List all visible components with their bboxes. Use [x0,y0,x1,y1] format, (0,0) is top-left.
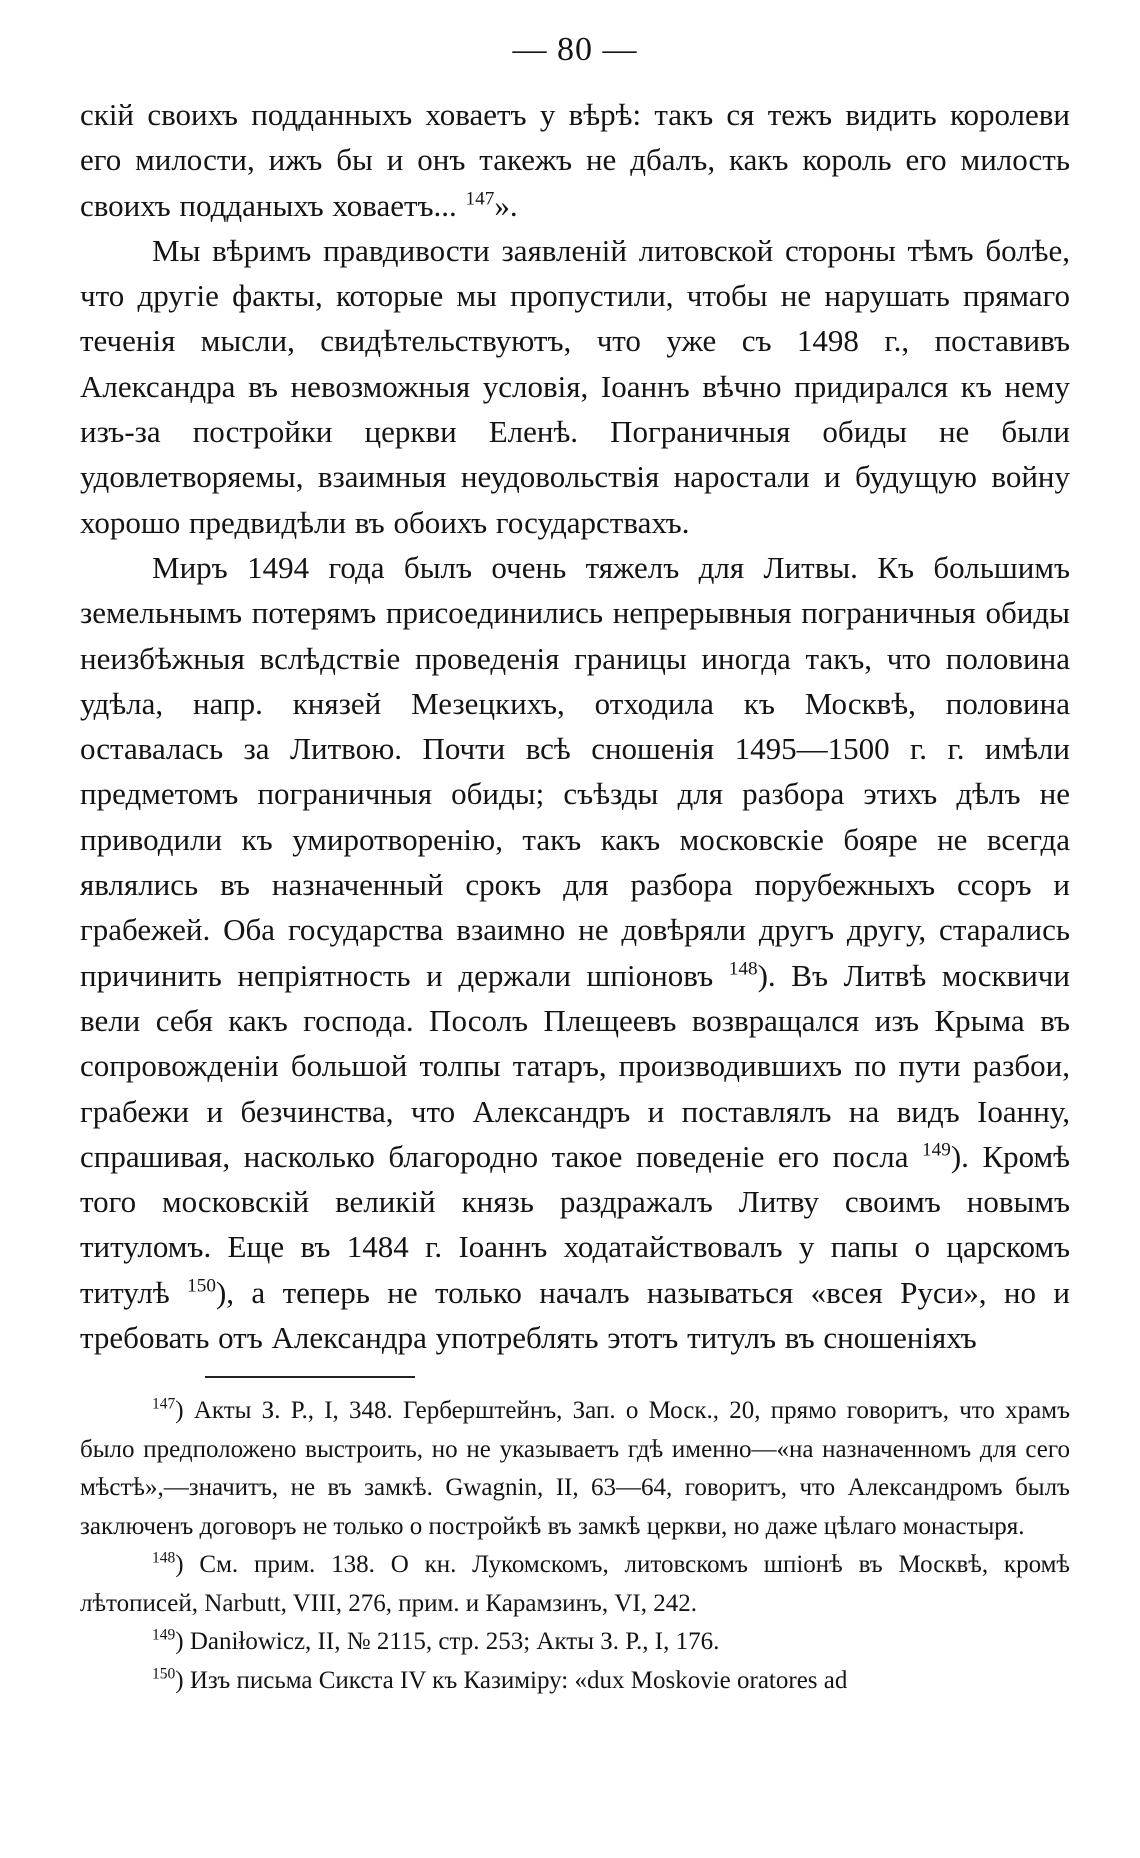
footnote-ref-150: 150 [187,1275,216,1297]
main-text [80,92,1070,1360]
footnote-text: ) Daniłowicz, II, № 2115, стр. 253; Акты З. Р., I, 176. [175,1628,720,1656]
paragraph-text: ). Кромѣ того московскій великій князь раздражалъ Литву своимъ новымъ титуломъ. Еще въ 1484 г. Іоаннъ ходатайствовалъ у папы о царскомъ титулѣ [80,1138,1070,1310]
paragraph-text: ). Въ Литвѣ москвичи вели себя какъ господа. Посолъ Плещеевъ возвращался изъ Крыма въ сопровожденіи большой толпы татаръ, производившихъ по пути разбои, грабежи и безчинства, что Александръ и поставлялъ на видъ Іоанну, спрашивая, насколько благородно такое поведеніе его посла [80,957,1070,1174]
footnote-number: 149 [152,1626,176,1644]
footnote-ref-148: 148 [728,958,758,980]
paragraph-text: Миръ 1494 года былъ очень тяжелъ для Литвы. Къ большимъ земельнымъ потерямъ присоединились непрерывныя пограничныя обиды неизбѣжныя вслѣдствіе проведенія границы иногда такъ, что половина удѣла, напр. князей Мезецкихъ, отходила къ Москвѣ, половина оставалась за Литвою. Почти всѣ сношенія 1495—1500 г. г. имѣли предметомъ пограничныя обиды; съѣзды для разбора этихъ дѣлъ не приводили къ умиротворенію, такъ какъ московскіе бояре не всегда являлись въ назначенный срокъ для разбора порубежныхъ ссоръ и грабежей. Оба государства взаимно не довѣряли другъ другу, старались причинить непріятность и держали шпіоновъ [80,549,1070,993]
footnote-divider [205,1376,415,1378]
paragraph-text: ». [494,187,518,223]
footnote-147 [80,1392,1070,1546]
footnote-ref-147: 147 [465,188,495,210]
footnote-text: ) Акты З. Р., I, 348. Герберштейнъ, Зап. о Моск., 20, прямо говоритъ, что храмъ было предположено выстроить, но не указываетъ гдѣ именно—«на назначенномъ для сего мѣстѣ»,—значитъ, не въ замкѣ. Gwagnin, II, 63—64, говоритъ, что Александромъ былъ заключенъ договоръ не только о постройкѣ въ замкѣ церкви, но даже цѣлаго монастыря. [80,1397,1070,1540]
paragraph-lithuanian-side: Мы вѣримъ правдивости заявленій литовской стороны тѣмъ болѣе, что другіе факты, которые мы пропустили, чтобы не нарушать прямаго теченія мысли, свидѣтельствуютъ, что уже съ 1498 г., поставивъ Александра въ невозможныя условія, Іоаннъ вѣчно придирался къ нему изъ-за постройки церкви Еленѣ. Пограничныя обиды не были удовлетворяемы, взаимныя неудовольствія наростали и будущую войну хорошо предвидѣли въ обоихъ государствахъ. [80,232,1070,540]
footnote-number: 148 [152,1549,176,1567]
footnote-ref-149: 149 [922,1139,951,1161]
paragraph-text: скій своихъ подданныхъ ховаетъ у вѣрѣ: такъ ся тежъ видить королеви его милости, ижъ бы и онъ такежъ не дбалъ, какъ король его милость своихъ подданыхъ ховаетъ... [80,97,1070,223]
paragraph-text: ), а теперь не только началъ называться «всея Руси», но и требовать отъ Александра употреблять этотъ титулъ въ сношеніяхъ [80,1274,1070,1356]
footnote-number: 150 [152,1665,176,1683]
footnote-149 [80,1623,1070,1662]
paragraph-peace-1494 [80,545,1070,1360]
footnote-text: ) Изъ письма Сикста IV къ Казиміру: «dux Moskovie oratores ad [175,1666,848,1694]
footnotes [80,1392,1070,1700]
book-page [80,30,1070,1700]
footnote-text: ) См. прим. 138. О кн. Лукомскомъ, литовскомъ шпіонѣ въ Москвѣ, кромѣ лѣтописей, Narbutt, VIII, 276, прим. и Карамзинъ, VI, 242. [80,1551,1070,1617]
paragraph-continuation [80,92,1070,228]
footnote-150 [80,1662,1070,1701]
footnote-number: 147 [152,1395,176,1413]
page-number: — 80 — [512,31,638,68]
footnote-148 [80,1546,1070,1623]
